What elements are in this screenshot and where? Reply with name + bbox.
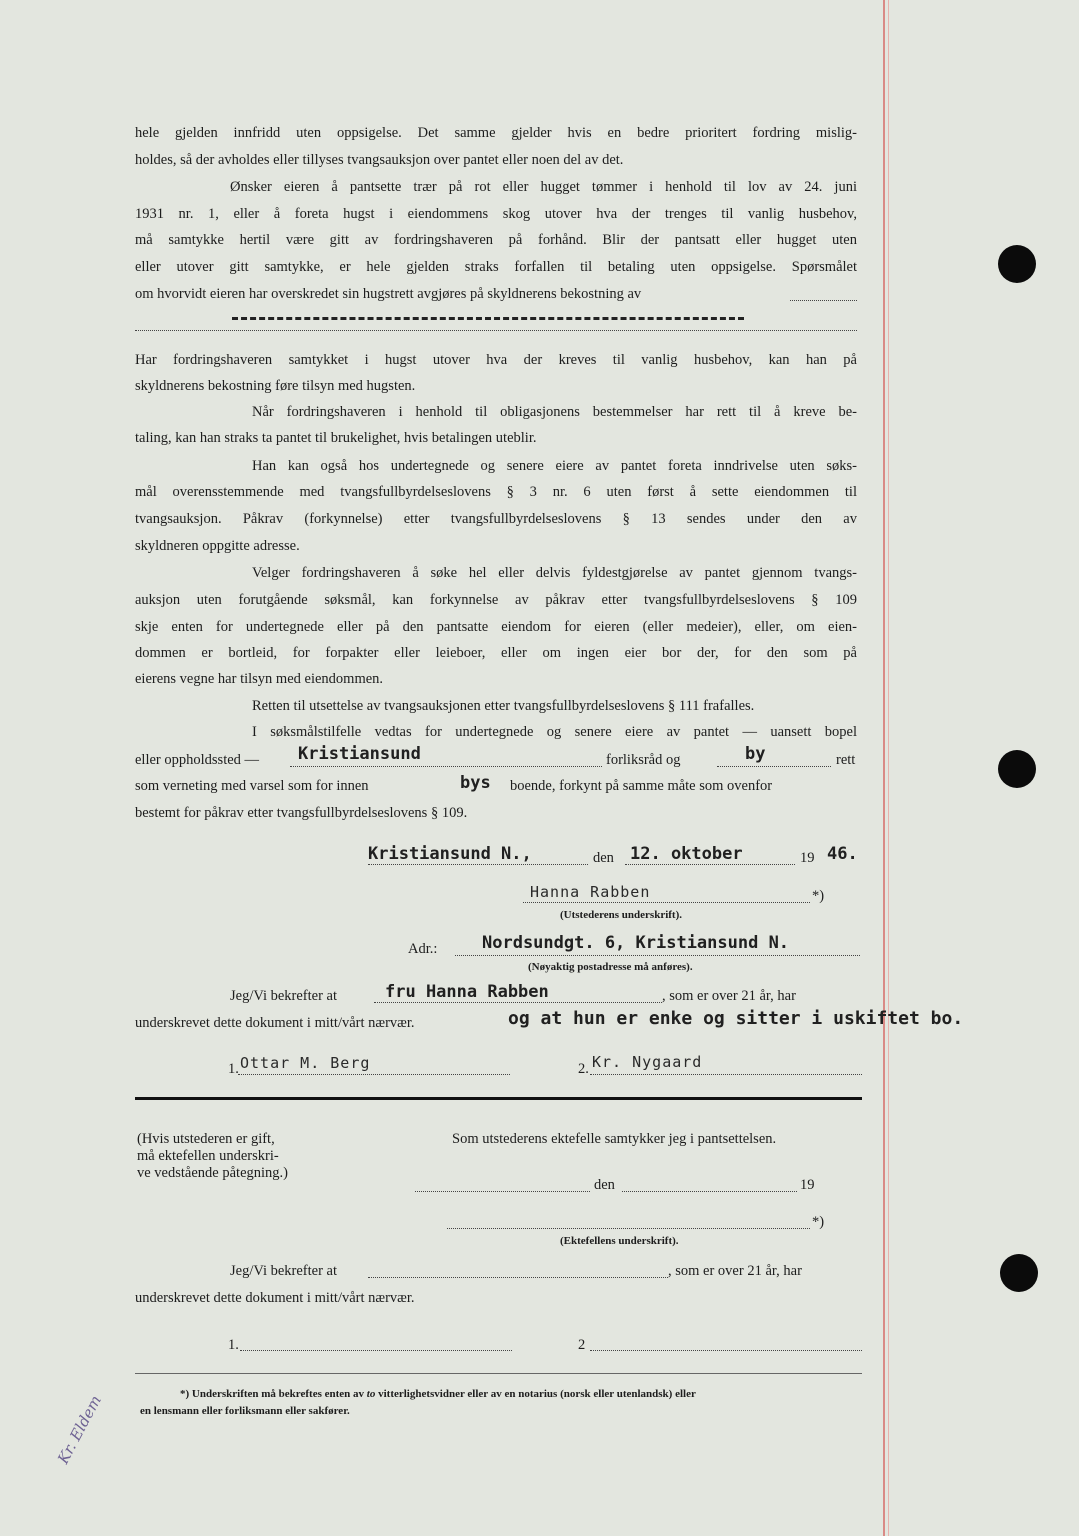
fill-line: [717, 766, 831, 767]
punch-hole: [998, 750, 1036, 788]
fill-line: [240, 1350, 512, 1351]
confirm-text: underskrevet dette dokument i mitt/vårt nærvær.: [135, 1015, 415, 1031]
confirm-text: Jeg/Vi bekrefter at: [230, 1263, 338, 1279]
text-line: må samtykke hertil være gitt av fordringshaveren på forhånd. Blir der pantsatt eller hugget uten: [135, 232, 857, 248]
spouse-note: ve vedstående påtegning.): [137, 1165, 288, 1181]
text-line: Retten til utsettelse av tvangsauksjonen etter tvangsfullbyrdelseslovens § 111 frafalles.: [252, 698, 755, 714]
text-line: eller utover gitt samtykke, er hele gjelden straks forfallen til betaling uten oppsigelse. Spørsmålet: [135, 259, 857, 275]
text-line: Når fordringshaveren i henhold til obligasjonens bestemmelser har rett til å kreve be-: [252, 404, 857, 420]
venue-city-typed: Kristiansund: [298, 744, 421, 764]
fill-line: [590, 1074, 862, 1075]
fill-line: [238, 1074, 510, 1075]
date-typed: 12. oktober: [630, 844, 743, 864]
spouse-consent: Som utstederens ektefelle samtykker jeg i pantsettelsen.: [452, 1131, 777, 1147]
text-line: dommen er bortleid, for forpakter eller leieboer, eller om ingen eier bor der, for den som på: [135, 645, 857, 661]
venue-within-typed: bys: [460, 773, 491, 793]
address-label: Adr.:: [408, 941, 438, 957]
text-line: Ønsker eieren å pantsette trær på rot eller hugget tømmer i henhold til lov av 24. juni: [230, 179, 857, 195]
witness-number: 2.: [578, 1061, 589, 1077]
text-line: hele gjelden innfridd uten oppsigelse. Det samme gjelder hvis en bedre prioritert fordring mislig-: [135, 125, 857, 141]
text-line: eller oppholdssted —: [135, 752, 260, 768]
punch-hole: [998, 245, 1036, 283]
text-line: holdes, så der avholdes eller tillyses tvangsauksjon over pantet eller noen del av det.: [135, 152, 624, 168]
confirm-text: underskrevet dette dokument i mitt/vårt nærvær.: [135, 1290, 415, 1306]
year-typed: 46.: [827, 844, 858, 864]
spouse-note: (Hvis utstederen er gift,: [137, 1131, 275, 1147]
text-line: Velger fordringshaveren å søke hel eller delvis fyldestgjørelse av pantet gjennom tvangs-: [252, 565, 857, 581]
witness1-signature: Ottar M. Berg: [240, 1054, 371, 1072]
fill-line: [415, 1191, 590, 1192]
text-line: Har fordringshaveren samtykket i hugst utover hva der kreves til vanlig husbehov, kan han på: [135, 352, 857, 368]
stamp-text: Kr. Eldem: [53, 1392, 105, 1467]
footnote: [180, 1385, 696, 1403]
text-line: forliksråd og: [606, 752, 681, 768]
issuer-signature-caption: (Utstederens underskrift).: [560, 909, 683, 921]
witness-number: 2: [578, 1337, 586, 1353]
text-line: om hvorvidt eieren har overskredet sin hugstrett avgjøres på skyldnerens bekostning av: [135, 286, 642, 302]
fill-line: [374, 1002, 662, 1003]
text-line: 1931 nr. 1, eller å foreta hugst i eiendommens skog utover hva der trenges til vanlig husbehov,: [135, 206, 857, 222]
punch-hole: [1000, 1254, 1038, 1292]
confirm-text: , som er over 21 år, har: [668, 1263, 802, 1279]
century-label: 19: [800, 1177, 815, 1193]
section-separator: [135, 1097, 862, 1100]
footnote-text: vitterlighetsvidner eller av en notarius (norsk eller utenlandsk) eller: [378, 1388, 696, 1400]
spouse-signature-caption: (Ektefellens underskrift).: [560, 1235, 679, 1247]
text-line: tvangsauksjon. Påkrav (forkynnelse) etter tvangsfullbyrdelseslovens § 13 sendes under den av: [135, 511, 857, 527]
fill-line: [523, 902, 810, 903]
witness2-signature: Kr. Nygaard: [592, 1053, 703, 1071]
text-line: mål overensstemmende med tvangsfullbyrdelseslovens § 3 nr. 6 uten først å sette eiendommen til: [135, 484, 857, 500]
text-line: skyldneren oppgitte adresse.: [135, 538, 300, 554]
text-line: skje enten for undertegnede eller på den pantsatte eiendom for eieren (eller medeier), eller, om eien-: [135, 619, 857, 635]
fill-line: [135, 330, 857, 331]
venue-type-typed: by: [745, 744, 766, 764]
confirm-text: , som er over 21 år, har: [662, 988, 796, 1004]
text-line: som verneting med varsel som for innen: [135, 778, 369, 794]
spouse-note: må ektefellen underskri-: [137, 1148, 279, 1164]
confirm-text: Jeg/Vi bekrefter at: [230, 988, 338, 1004]
address-caption: (Nøyaktig postadresse må anføres).: [528, 961, 693, 973]
fill-line: [290, 766, 602, 767]
place-typed: Kristiansund N.,: [368, 844, 532, 864]
fill-line: [455, 955, 860, 956]
typed-dash-line: [232, 317, 744, 320]
footnote: en lensmann eller forliksmann eller sakfører.: [140, 1405, 350, 1417]
text-line: eierens vegne har tilsyn med eiendommen.: [135, 671, 384, 687]
text-line: skyldnerens bekostning føre tilsyn med hugsten.: [135, 378, 416, 394]
fill-line: [368, 864, 588, 865]
address-typed: Nordsundgt. 6, Kristiansund N.: [482, 933, 790, 953]
century-label: 19: [800, 850, 815, 866]
footnote-handwritten: to: [366, 1388, 376, 1400]
text-line: rett: [836, 752, 856, 768]
text-line: auksjon uten forutgående søksmål, kan forkynnelse av påkrav etter tvangsfullbyrdelseslovens § 109: [135, 592, 857, 608]
text-line: taling, kan han straks ta pantet til brukelighet, hvis betalingen uteblir.: [135, 430, 537, 446]
date-label-den: den: [593, 850, 614, 866]
date-label-den: den: [594, 1177, 615, 1193]
margin-rule-secondary: [888, 0, 889, 1536]
margin-stamp: [54, 1370, 198, 1510]
footnote-text: *) Underskriften må bekreftes enten av: [180, 1388, 365, 1400]
fill-line: [447, 1228, 810, 1229]
confirmed-person-typed: fru Hanna Rabben: [385, 982, 549, 1002]
footnote-marker: *): [812, 888, 825, 904]
fill-line: [790, 300, 857, 301]
margin-rule: [883, 0, 885, 1536]
footnote-separator: [135, 1373, 862, 1374]
text-line: bestemt for påkrav etter tvangsfullbyrdelseslovens § 109.: [135, 805, 468, 821]
witness-number: 1.: [228, 1061, 239, 1077]
fill-line: [625, 864, 795, 865]
fill-line: [368, 1277, 668, 1278]
text-line: Han kan også hos undertegnede og senere eiere av pantet foreta inndrivelse uten søks-: [252, 458, 857, 474]
fill-line: [622, 1191, 797, 1192]
extra-note-typed: og at hun er enke og sitter i uskiftet bo.: [508, 1008, 964, 1029]
fill-line: [590, 1350, 862, 1351]
text-line: boende, forkynt på samme måte som ovenfor: [510, 778, 773, 794]
witness-number: 1.: [228, 1337, 239, 1353]
issuer-signature: Hanna Rabben: [530, 883, 651, 901]
footnote-marker: *): [812, 1214, 825, 1230]
text-line: I søksmålstilfelle vedtas for undertegnede og senere eiere av pantet — uansett bopel: [252, 724, 857, 740]
